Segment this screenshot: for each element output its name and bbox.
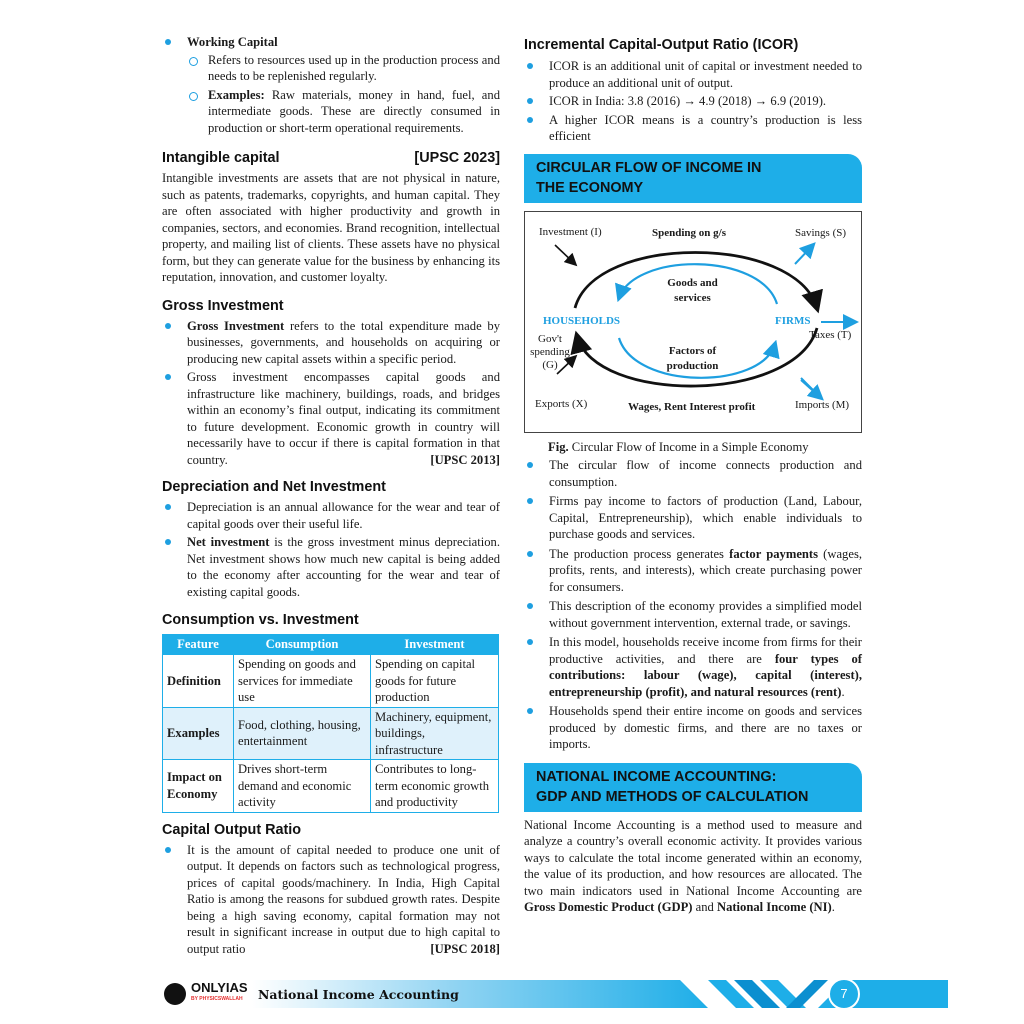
page-number: 7	[828, 978, 860, 1010]
imports-label: Imports (M)	[795, 398, 850, 411]
banner-line: GDP AND METHODS OF CALCULATION	[536, 788, 809, 805]
column-header: Investment	[371, 635, 499, 655]
brand-logo-icon	[164, 983, 186, 1005]
bullet-text: The circular flow of income connects production and consumption.	[549, 458, 862, 489]
table-row	[163, 655, 499, 708]
savings-label: Savings (S)	[795, 226, 847, 239]
table-cell: Spending on goods and services for immediate use	[234, 655, 371, 708]
brand-name: ONLYIAS	[191, 980, 248, 995]
households-label: HOUSEHOLDS	[543, 314, 621, 327]
bullet-text: .	[841, 684, 845, 699]
circular-flow-banner	[524, 154, 862, 203]
banner-line: CIRCULAR FLOW OF INCOME IN	[536, 159, 762, 176]
bullet-text: (wages, profits, rents, and interests), which create purchasing power for consumers.	[549, 546, 862, 594]
table-row	[163, 707, 499, 760]
factors-line: production	[666, 359, 719, 372]
table-cell: Drives short-term demand and economic activity	[234, 760, 371, 813]
upsc-tag: [UPSC 2013]	[430, 452, 500, 467]
depreciation-list	[162, 499, 500, 600]
working-capital-definition: Refers to resources used up in the production process and needs to be replenished regularly.	[208, 52, 500, 83]
bold-term: Net investment	[187, 535, 270, 549]
national-income-banner	[524, 763, 862, 812]
bullet-text: ICOR is an additional unit of capital or investment needed to produce an additional unit of output.	[549, 59, 862, 90]
list-item	[524, 58, 862, 91]
intangible-heading-row	[162, 149, 500, 167]
brand-subtitle: BY PHYSICSWALLAH	[191, 996, 243, 1002]
bullet-text: Firms pay income to factors of production (Land, Labour, Capital, Entrepreneurship), which enable individuals to purchase goods and services.	[549, 494, 862, 541]
list-item	[524, 457, 862, 490]
goods-line: services	[674, 291, 711, 304]
wages-label: Wages, Rent Interest profit	[628, 400, 756, 413]
list-item	[524, 703, 862, 753]
working-capital-list	[162, 34, 500, 136]
list-item	[187, 52, 500, 85]
table-cell: Contributes to long-term economic growth and productivity	[371, 760, 499, 813]
gov-line: Gov't	[538, 332, 562, 345]
figure-caption	[524, 439, 862, 456]
taxes-label: Taxes (T)	[809, 328, 852, 341]
section-heading: Gross Investment	[162, 297, 284, 314]
bold-term: factor payments	[729, 546, 819, 561]
bullet-text: Depreciation is an annual allowance for the wear and tear of capital goods over their useful life.	[187, 500, 500, 531]
investment-label: Investment (I)	[539, 225, 602, 238]
bullet-text: This description of the economy provides a simplified model without government intervention, external trade, or savings.	[549, 599, 862, 630]
table-cell: Food, clothing, housing, entertainment	[234, 707, 371, 760]
list-item	[162, 534, 500, 600]
bold-term: National Income (NI)	[716, 900, 832, 914]
gov-line: (G)	[542, 358, 558, 371]
banner-line: THE ECONOMY	[536, 179, 644, 196]
factors-line: Factors of	[668, 344, 717, 357]
list-item	[524, 112, 862, 145]
bullet-text: A higher ICOR means is a country’s production is less efficient	[549, 112, 862, 143]
upsc-tag: [UPSC 2018]	[430, 941, 500, 956]
column-header: Feature	[163, 635, 234, 655]
list-item	[524, 493, 862, 543]
list-item	[524, 598, 862, 631]
spending-label: Spending on g/s	[652, 226, 726, 239]
examples-lead: Examples:	[208, 87, 265, 102]
icor-list	[524, 58, 862, 145]
body-text: National Income Accounting is a method used to measure and analyze a country’s overall economic activity. It provides various ways to calculate the total income generated within an economy, the value of its production, and how resources are allocated. The two main indicators used in National Income Accounting are	[524, 817, 862, 898]
column-header: Consumption	[234, 635, 371, 655]
bold-term: Gross Investment	[187, 318, 285, 333]
table-cell: Definition	[163, 655, 234, 708]
factors-label	[525, 345, 860, 373]
left-column	[162, 34, 500, 957]
gross-investment-list	[162, 318, 500, 469]
upsc-tag: [UPSC 2023]	[414, 150, 500, 166]
section-heading: Consumption vs. Investment	[162, 612, 359, 628]
body-text: and	[692, 900, 717, 914]
circular-flow-diagram	[524, 211, 862, 433]
section-heading: Incremental Capital-Output Ratio (ICOR)	[524, 37, 799, 53]
bullet-text: Gross investment encompasses capital goods and infrastructure like machinery, buildings, roads, and bridges within an economy’s final output, indicating its commitment to future development. Economic growth in country will necessarily have to occur if there is capital formation in that country.	[187, 370, 500, 467]
goods-label	[525, 277, 860, 305]
gov-line: spending	[530, 345, 570, 358]
bold-term: Gross Domestic Product (GDP)	[524, 900, 693, 914]
list-item	[162, 318, 500, 368]
section-heading: Intangible capital	[162, 150, 280, 166]
table-cell: Spending on capital goods for future production	[371, 655, 499, 708]
page-footer	[160, 972, 950, 1016]
caption-text: Circular Flow of Income in a Simple Economy	[568, 439, 809, 454]
bullet-text: In this model, households receive income from firms for their productive activities, and there are	[549, 635, 862, 666]
working-capital-sublist	[187, 52, 500, 137]
bullet-text: refers to the total expenditure made by businesses, governments, and households on acquiring or producing new capital assets within a specific period.	[187, 318, 501, 366]
table-header-row	[163, 635, 499, 655]
consumption-vs-investment-table	[162, 634, 499, 813]
list-item	[524, 93, 862, 110]
table-cell: Examples	[163, 707, 234, 760]
working-capital-title: Working Capital	[187, 35, 278, 49]
table-cell: Machinery, equipment, buildings, infrastructure	[371, 707, 499, 760]
bullet-text: The production process generates	[549, 546, 730, 561]
body-text: .	[831, 900, 835, 914]
goods-line: Goods and	[667, 276, 718, 289]
list-item	[162, 34, 500, 136]
circular-flow-list	[524, 457, 862, 753]
firms-label: FIRMS	[775, 314, 811, 327]
section-heading: Capital Output Ratio	[162, 821, 302, 838]
bold-term: four types of contributions: labour (wage), capital (interest), entrepreneurship (profit), and natural resources (rent)	[549, 651, 862, 699]
list-item	[162, 499, 500, 532]
right-column	[524, 34, 862, 916]
list-item	[524, 634, 862, 700]
caption-lead: Fig.	[548, 439, 569, 454]
footer-title: National Income Accounting	[258, 987, 459, 1002]
list-item	[162, 369, 500, 468]
bullet-text: is the gross investment minus depreciation. Net investment shows how much new capital is being added to the economy after accounting for the wear and tear of existing capital goods.	[187, 535, 500, 599]
intangible-body: Intangible investments are assets that are not physical in nature, such as patents, trademarks, copyrights, and human capital. They are often associated with higher productivity and growth in companies, sectors, and economies. Brand recognition, intellectual property, and mailing list of clients. These assets have no physical form, but they can generate value for the business by enhancing its reputation, innovation, and customer loyalty.	[162, 171, 500, 284]
bullet-text: It is the amount of capital needed to produce one unit of output. It depends on factors such as technological progress, prices of capital goods/machinery. In India, High Capital Ratio is among the reasons for subdued growth rates. Despite being a high saving economy, capital formation may not result in significant increase in output due to high capital to output ratio	[187, 842, 500, 956]
bullet-text: Households spend their entire income on goods and services produced by domestic firms, and there are no taxes or imports.	[549, 704, 862, 751]
national-income-body	[524, 817, 862, 916]
banner-line: NATIONAL INCOME ACCOUNTING:	[536, 768, 777, 785]
list-item	[187, 87, 500, 137]
examples-text: Raw materials, money in hand, fuel, and intermediate goods. These are directly consumed in production or short-term operational requirements.	[208, 87, 500, 135]
table-cell: Impact on Economy	[163, 760, 234, 813]
list-item	[162, 842, 500, 958]
capital-output-list	[162, 842, 500, 958]
bullet-text: ICOR in India: 3.8 (2016) → 4.9 (2018) → 6.9 (2019).	[549, 94, 827, 108]
list-item	[524, 546, 862, 596]
section-heading: Depreciation and Net Investment	[162, 479, 386, 495]
table-row	[163, 760, 499, 813]
exports-label: Exports (X)	[535, 397, 588, 410]
